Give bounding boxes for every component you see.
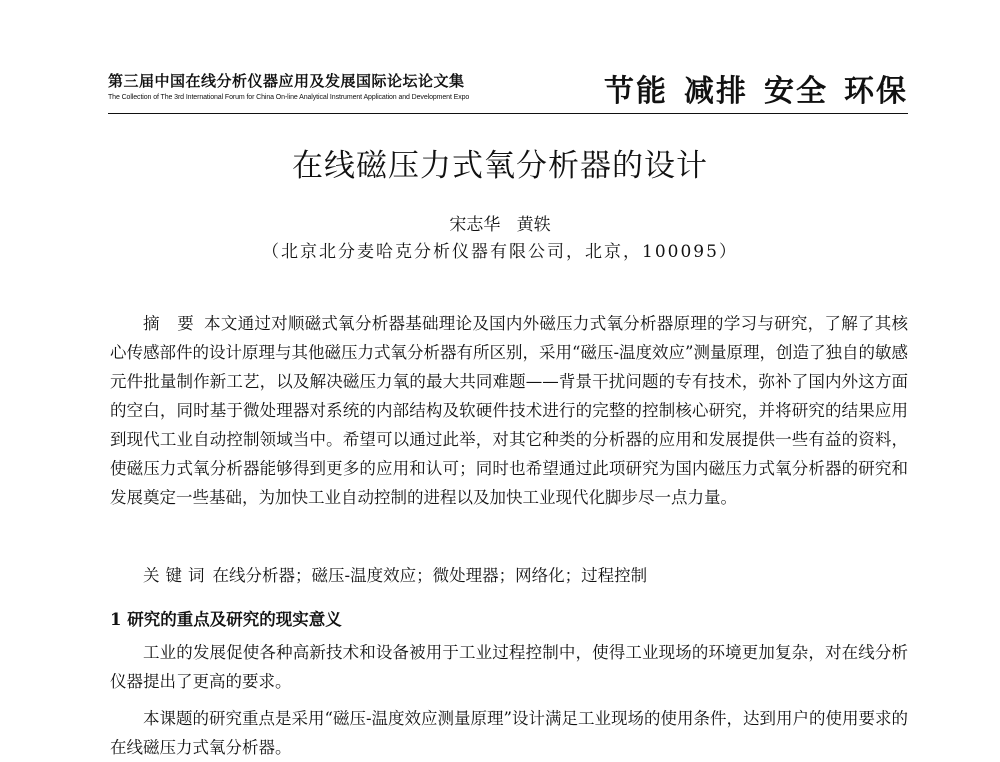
section-1-paragraph-1: 工业的发展促使各种高新技术和设备被用于工业过程控制中，使得工业现场的环境更加复杂，对在线分析仪器提出了更高的要求。 — [110, 643, 908, 691]
conference-info — [108, 70, 469, 101]
keywords-label: 关键词 — [143, 566, 211, 585]
slogan — [588, 66, 908, 110]
slogan-environmental: 环保 — [844, 74, 908, 109]
abstract-text: 本文通过对顺磁式氧分析器基础理论及国内外磁压力式氧分析器原理的学习与研究，了解了其核心传感部件的设计原理与其他磁压力式氧分析器有所区别，采用“磁压-温度效应”测量原理，创造了独自的敏感元件批量制作新工艺，以及解决磁压力氧的最大共同难题——背景干扰问题的专有技术，弥补了国内外这方面的空白，同时基于微处理器对系统的内部结构及软硬件技术进行的完整的控制核心研究，并将研究的结果应用到现代工业自动控制领域当中。希望可以通过此举，对其它种类的分析器的应用和发展提供一些有益的资料，使磁压力式氧分析器能够得到更多的应用和认可；同时也希望通过此项研究为国内磁压力式氧分析器的研究和发展奠定一些基础，为加快工业自动控制的进程以及加快工业现代化脚步尽一点力量。 — [110, 314, 908, 507]
conference-title-en: The Collection of The 3rd International Forum for China On-line Analytical Instrument Application and Development Expo — [108, 94, 470, 101]
section-1-heading: 1 研究的重点及研究的现实意义 — [110, 610, 342, 629]
slogan-energy-saving: 节能 — [604, 74, 668, 109]
keywords-paragraph — [110, 561, 908, 590]
slogan-emission-reduction: 减排 — [684, 74, 748, 109]
paper-title: 在线磁压力式氧分析器的设计 — [292, 148, 708, 184]
paper-authors: 宋志华 黄轶 — [449, 215, 551, 235]
paper-affiliation: （北京北分麦哈克分析仪器有限公司，北京，100095） — [262, 242, 738, 262]
abstract-label: 摘 要 — [143, 314, 201, 333]
slogan-safety: 安全 — [764, 74, 828, 109]
conference-title-cn: 第三届中国在线分析仪器应用及发展国际论坛论文集 — [108, 72, 465, 90]
running-header — [108, 70, 908, 122]
section-1-paragraph-2: 本课题的研究重点是采用“磁压-温度效应测量原理”设计满足工业现场的使用条件，达到用户的使用要求的在线磁压力式氧分析器。 — [110, 709, 908, 757]
header-rule — [108, 113, 908, 114]
section-1 — [110, 605, 908, 762]
abstract-paragraph — [110, 309, 908, 512]
keywords-block — [110, 561, 908, 590]
abstract-block — [110, 309, 908, 512]
keywords-text: 在线分析器；磁压-温度效应；微处理器；网络化；过程控制 — [212, 566, 648, 585]
